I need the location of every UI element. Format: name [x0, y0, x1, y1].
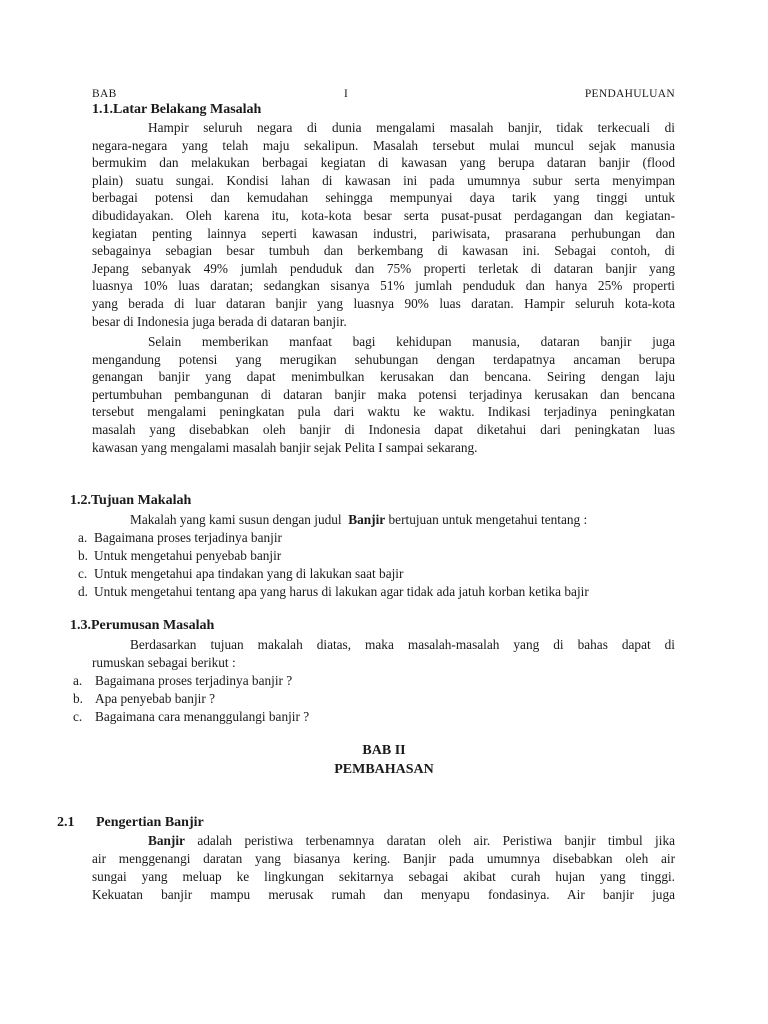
paragraph-line: besar di Indonesia juga berada di dataran banjir.	[92, 313, 347, 329]
list-text: Untuk mengetahui penyebab banjir	[94, 548, 282, 563]
list-text: Untuk mengetahui tentang apa yang harus di lakukan agar tidak ada jatuh korban ketika bajir	[94, 584, 589, 599]
paragraph-line: Kekuatan banjir mampu merusak rumah dan menyapu fondasinya. Air banjir juga	[92, 887, 675, 902]
list-item	[73, 690, 309, 708]
chapter-number: I	[344, 88, 349, 100]
paragraph-line: genangan banjir yang dapat menimbulkan kerusakan dan bencana. Seiring dengan laju	[92, 369, 675, 385]
chapter-label: BAB	[92, 88, 117, 100]
paragraph-line: mengandung potensi yang merugikan sehubungan dengan terdapatnya ancaman berupa	[92, 351, 675, 367]
list-text: Bagaimana proses terjadinya banjir	[94, 530, 282, 545]
list-text: Apa penyebab banjir ?	[95, 691, 215, 706]
paragraph-line: Hampir seluruh negara di dunia mengalami masalah banjir, tidak terkecuali di	[148, 120, 675, 135]
paragraph-line: kegiatan penting lainnya seperti kawasan industri, pariwisata, prasarana perhubungan dan	[92, 225, 675, 241]
paragraph-line: sebagainya sebagian besar tumbuh dan berkembang di kawasan ini. Sebagai contoh, di	[92, 243, 675, 259]
paragraph-line: kawasan yang mengalami masalah banjir sejak Pelita I sampai sekarang.	[92, 439, 478, 455]
paragraph-line: dibudidayakan. Oleh karena itu, kota-kota besar serta pusat-pusat perdagangan dan kegiatan-	[92, 207, 675, 223]
intro-text-after: bertujuan untuk mengetahui tentang :	[388, 512, 588, 527]
paragraph-line: Selain memberikan manfaat bagi kehidupan manusia, dataran banjir juga	[148, 334, 675, 349]
term-banjir: Banjir	[148, 833, 185, 848]
list-marker: a.	[73, 673, 83, 688]
paragraph-line: pertumbuhan pembangunan di dataran banjir maka potensi terjadinya kerusakan dan bencana	[92, 386, 675, 402]
paragraph-text: adalah peristiwa terbenamnya daratan oleh air. Peristiwa banjir timbul jika	[197, 833, 675, 848]
list-item	[73, 708, 309, 726]
section-heading-2-1: Pengertian Banjir	[96, 815, 204, 830]
list-text: Bagaimana cara menanggulangi banjir ?	[95, 709, 310, 724]
chapter-2-title: BAB II	[362, 743, 406, 758]
paragraph-line	[92, 832, 675, 850]
section-heading-1-1: 1.1.Latar Belakang Masalah	[92, 102, 262, 117]
chapter-title: PENDAHULUAN	[584, 88, 675, 100]
paragraph-line: berbagai potensi dan kemudahan sehingga mempunyai daya tarik yang tinggi untuk	[92, 190, 675, 206]
list-text: Untuk mengetahui apa tindakan yang di lakukan saat bajir	[94, 566, 404, 581]
list-item	[73, 672, 309, 690]
paragraph-background-1	[92, 119, 675, 330]
paragraph-line: sungai yang meluap ke lingkungan sekitarnya sebagai akibat curah hujan yang tinggi.	[92, 869, 675, 884]
intro-title-bold: Banjir	[348, 512, 386, 527]
paragraph-line: masalah yang disebabkan oleh banjir di Indonesia dapat diketahui dari peningkatan luas	[92, 421, 675, 437]
section-heading-1-2: 1.2.Tujuan Makalah	[70, 493, 192, 508]
paragraph-line: rumuskan sebagai berikut :	[92, 655, 236, 670]
section-number-2-1: 2.1	[57, 815, 75, 830]
list-item	[78, 565, 589, 583]
paragraph-line: yang berada di luar dataran banjir yang luasnya 90% luas daratan. Hampir seluruh kota-kota	[92, 295, 675, 311]
paragraph-background-2	[92, 333, 675, 456]
list-item	[78, 529, 589, 547]
list-marker: d.	[78, 584, 88, 599]
list-item	[78, 583, 589, 601]
paragraph-line: bermukim dan melakukan berbagai kegiatan di kawasan yang berupa dataran banjir (flood	[92, 155, 675, 171]
section-heading-1-3: 1.3.Perumusan Masalah	[70, 618, 215, 633]
paragraph-line: plain) suatu sungai. Kondisi lahan di kawasan ini pada umumnya subur serta menyimpan	[92, 172, 675, 188]
list-marker: a.	[78, 530, 88, 545]
paragraph-line: tersebut mengalami peningkatan pula dari waktu ke waktu. Indikasi terjadinya peningkatan	[92, 404, 675, 420]
problem-list	[73, 672, 309, 726]
objective-list	[78, 529, 589, 601]
intro-text-before: Makalah yang kami susun dengan judul	[130, 512, 342, 527]
list-item	[78, 547, 589, 565]
paragraph-line: Jepang sebanyak 49% jumlah penduduk dan 75% properti terletak di dataran banjir yang	[92, 260, 675, 276]
objective-intro	[130, 512, 587, 528]
list-marker: c.	[78, 566, 88, 581]
list-marker: b.	[73, 691, 83, 706]
list-marker: b.	[78, 548, 88, 563]
chapter-2-subtitle: PEMBAHASAN	[334, 762, 434, 777]
paragraph-line: Berdasarkan tujuan makalah diatas, maka masalah-masalah yang di bahas dapat di	[130, 637, 675, 652]
definition-paragraph	[92, 832, 675, 904]
problem-intro	[92, 636, 675, 672]
paragraph-line: luasnya 10% luas daratan; sedangkan sisanya 51% jumlah penduduk dan hanya 25% properti	[92, 278, 675, 294]
paragraph-line: negara-negara yang telah maju sekalipun. Masalah tersebut mulai muncul sejak manusia	[92, 137, 675, 153]
paragraph-line: air menggenangi daratan yang biasanya kering. Banjir pada umumnya disebabkan oleh air	[92, 851, 675, 866]
list-text: Bagaimana proses terjadinya banjir ?	[95, 673, 293, 688]
list-marker: c.	[73, 709, 83, 724]
